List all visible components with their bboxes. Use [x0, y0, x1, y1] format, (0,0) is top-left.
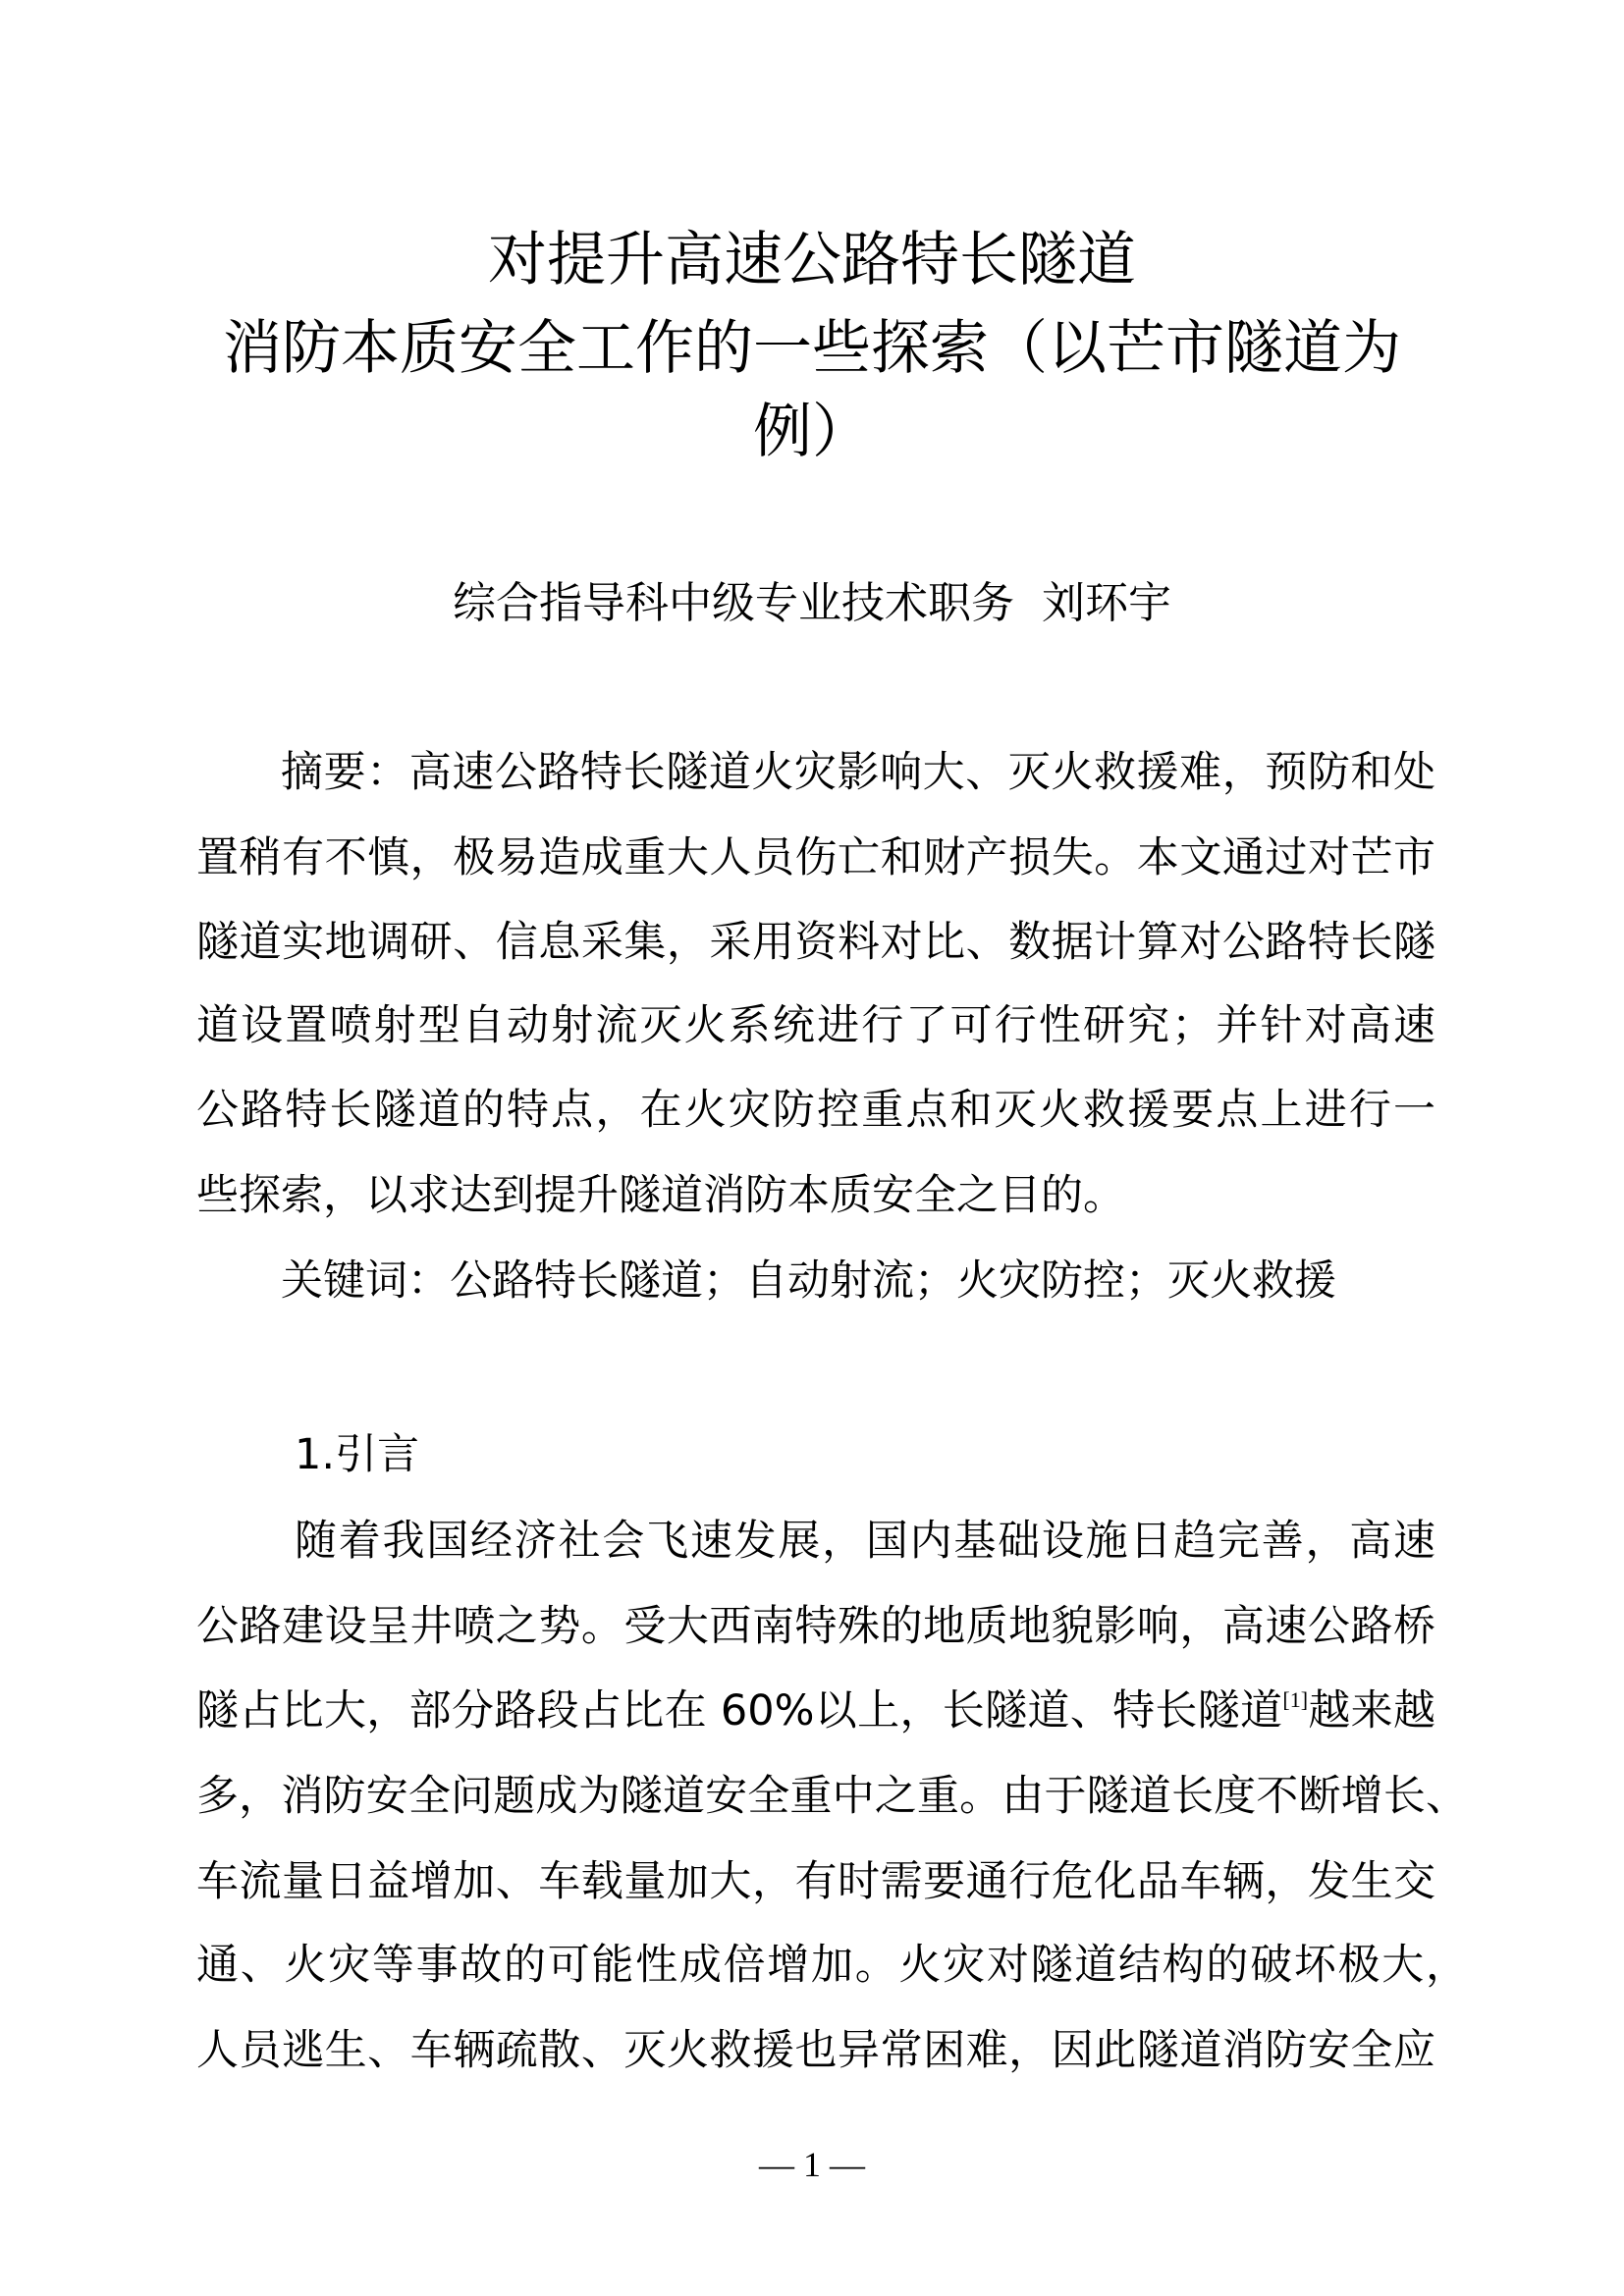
abstract-line-5: 公路特长隧道的特点，在火灾防控重点和灭火救援要点上进行一	[196, 1086, 1435, 1135]
title-line-3: 例）	[753, 398, 871, 466]
abstract-line-2: 置稍有不慎，极易造成重大人员伤亡和财产损失。本文通过对芒市	[196, 833, 1435, 882]
intro-line-5: 车流量日益增加、车载量加大，有时需要通行危化品车辆，发生交	[196, 1857, 1435, 1906]
title-line-2: 消防本质安全工作的一些探索（以芒市隧道为	[223, 314, 1401, 383]
intro-line-3	[196, 1685, 1435, 1736]
title-line-1: 对提升高速公路特长隧道	[488, 226, 1136, 294]
page-number: — 1 —	[759, 2145, 865, 2184]
abstract-line-4: 道设置喷射型自动射流灭火系统进行了可行性研究；并针对高速	[196, 1001, 1435, 1050]
intro-line-4: 多，消防安全问题成为隧道安全重中之重。由于隧道长度不断增长、	[196, 1772, 1468, 1821]
abstract-line-1: 摘要：高速公路特长隧道火灾影响大、灭火救援难，预防和处	[281, 748, 1435, 797]
citation-superscript: [1]	[1282, 1687, 1309, 1712]
intro-line-3-tail: 越来越	[1308, 1686, 1436, 1735]
abstract-line-6: 些探索，以求达到提升隧道消防本质安全之目的。	[196, 1171, 1125, 1220]
section-heading: 1.引言	[295, 1430, 420, 1479]
abstract-line-3: 隧道实地调研、信息采集，采用资料对比、数据计算对公路特长隧	[196, 918, 1435, 967]
intro-line-1: 随着我国经济社会飞速发展，国内基础设施日趋完善，高速	[295, 1517, 1435, 1566]
intro-line-3-text: 隧占比大，部分路段占比在 60%以上，长隧道、特长隧道	[196, 1686, 1283, 1735]
author-line: 综合指导科中级专业技术职务 刘环宇	[453, 578, 1171, 628]
keywords-line: 关键词：公路特长隧道；自动射流；火灾防控；灭火救援	[281, 1256, 1336, 1306]
intro-line-7: 人员逃生、车辆疏散、灭火救援也异常困难，因此隧道消防安全应	[196, 2026, 1435, 2075]
intro-line-2: 公路建设呈井喷之势。受大西南特殊的地质地貌影响，高速公路桥	[196, 1602, 1435, 1651]
intro-line-6: 通、火灾等事故的可能性成倍增加。火灾对隧道结构的破坏极大，	[196, 1941, 1468, 1990]
